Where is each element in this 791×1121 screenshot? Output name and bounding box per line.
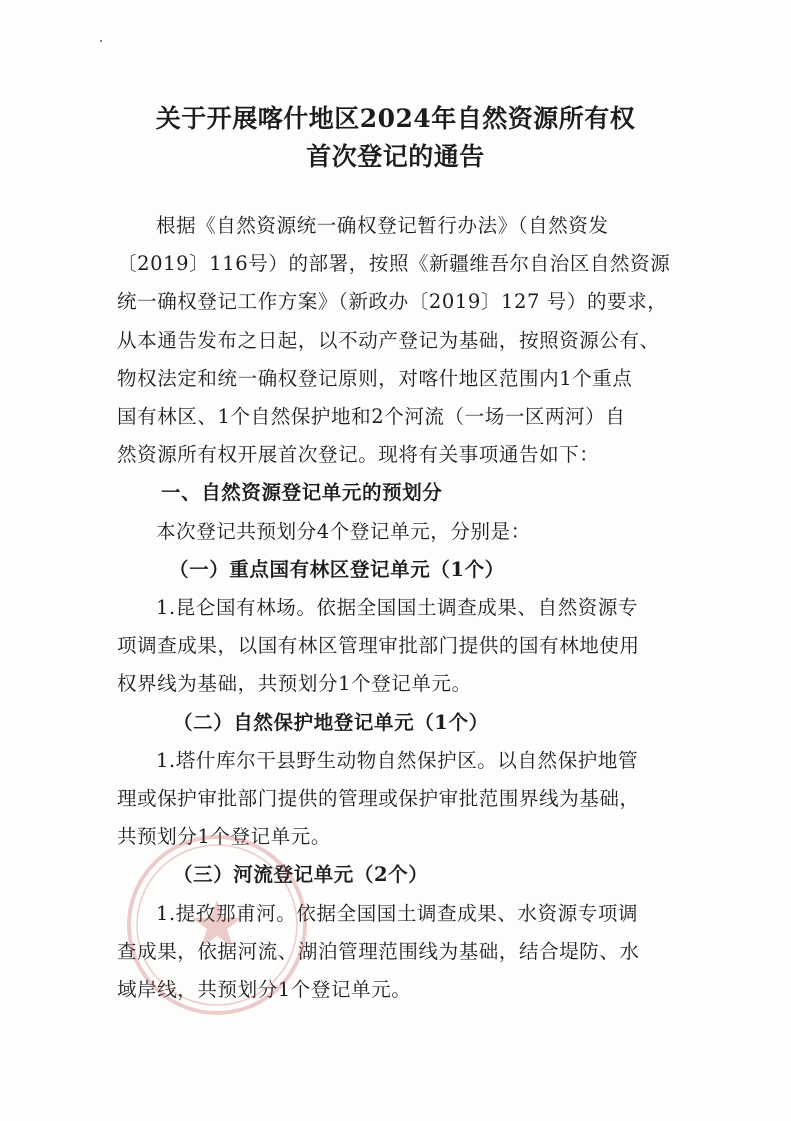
title-line-2: 首次登记的通告 <box>306 142 485 171</box>
reserve-line: 理或保护审批部门提供的管理或保护审批范围界线为基础， <box>117 787 640 811</box>
subsection-heading-river: （三）河流登记单元（2个） <box>173 863 429 887</box>
section-heading: 一、自然资源登记单元的预划分 <box>161 481 443 505</box>
intro-line: 〔2019〕116号）的部署，按照《新疆维吾尔自治区自然资源 <box>117 252 671 276</box>
subsection-heading-forest: （一）重点国有林区登记单元（1个） <box>169 557 505 581</box>
river-paragraph <box>117 895 685 1010</box>
reserve-line: 共预划分1个登记单元。 <box>117 825 332 849</box>
intro-line: 根据《自然资源统一确权登记暂行办法》（自然资发 <box>156 214 609 237</box>
river-line: 查成果，依据河流、湖泊管理范围线为基础，结合堤防、水 <box>117 939 640 963</box>
river-line: 1.提孜那甫河。依据全国国土调查成果、水资源专项调 <box>156 901 639 925</box>
title-line-1: 关于开展喀什地区2024年自然资源所有权 <box>155 104 636 133</box>
reserve-paragraph <box>117 742 685 857</box>
river-line: 域岸线，共预划分1个登记单元。 <box>117 978 412 1002</box>
intro-line: 物权法定和统一确权登记原则，对喀什地区范围内1个重点 <box>117 366 633 390</box>
intro-line: 从本通告发布之日起，以不动产登记为基础，按照资源公有、 <box>117 328 660 352</box>
forest-line: 权界线为基础，共预划分1个登记单元。 <box>117 672 472 696</box>
forest-line: 1.昆仑国有林场。依据全国国土调查成果、自然资源专 <box>156 596 639 620</box>
reserve-line: 1.塔什库尔干县野生动物自然保护区。以自然保护地管 <box>156 748 639 772</box>
subsection-heading-reserve: （二）自然保护地登记单元（1个） <box>173 710 489 734</box>
intro-line: 统一确权登记工作方案》（新政办〔2019〕127 号）的要求， <box>117 290 668 314</box>
intro-line: 国有林区、1个自然保护地和2个河流（一场一区两河）自 <box>117 405 626 429</box>
forest-line: 项调查成果，以国有林区管理审批部门提供的国有林地使用 <box>117 634 640 658</box>
intro-line: 然资源所有权开展首次登记。现将有关事项通告如下： <box>117 443 600 467</box>
forest-paragraph <box>117 589 685 704</box>
scan-speck <box>100 40 102 42</box>
document-title <box>0 100 791 176</box>
document-body <box>117 207 685 1009</box>
section-intro: 本次登记共预划分4个登记单元，分别是： <box>156 519 531 543</box>
intro-paragraph <box>117 207 685 474</box>
